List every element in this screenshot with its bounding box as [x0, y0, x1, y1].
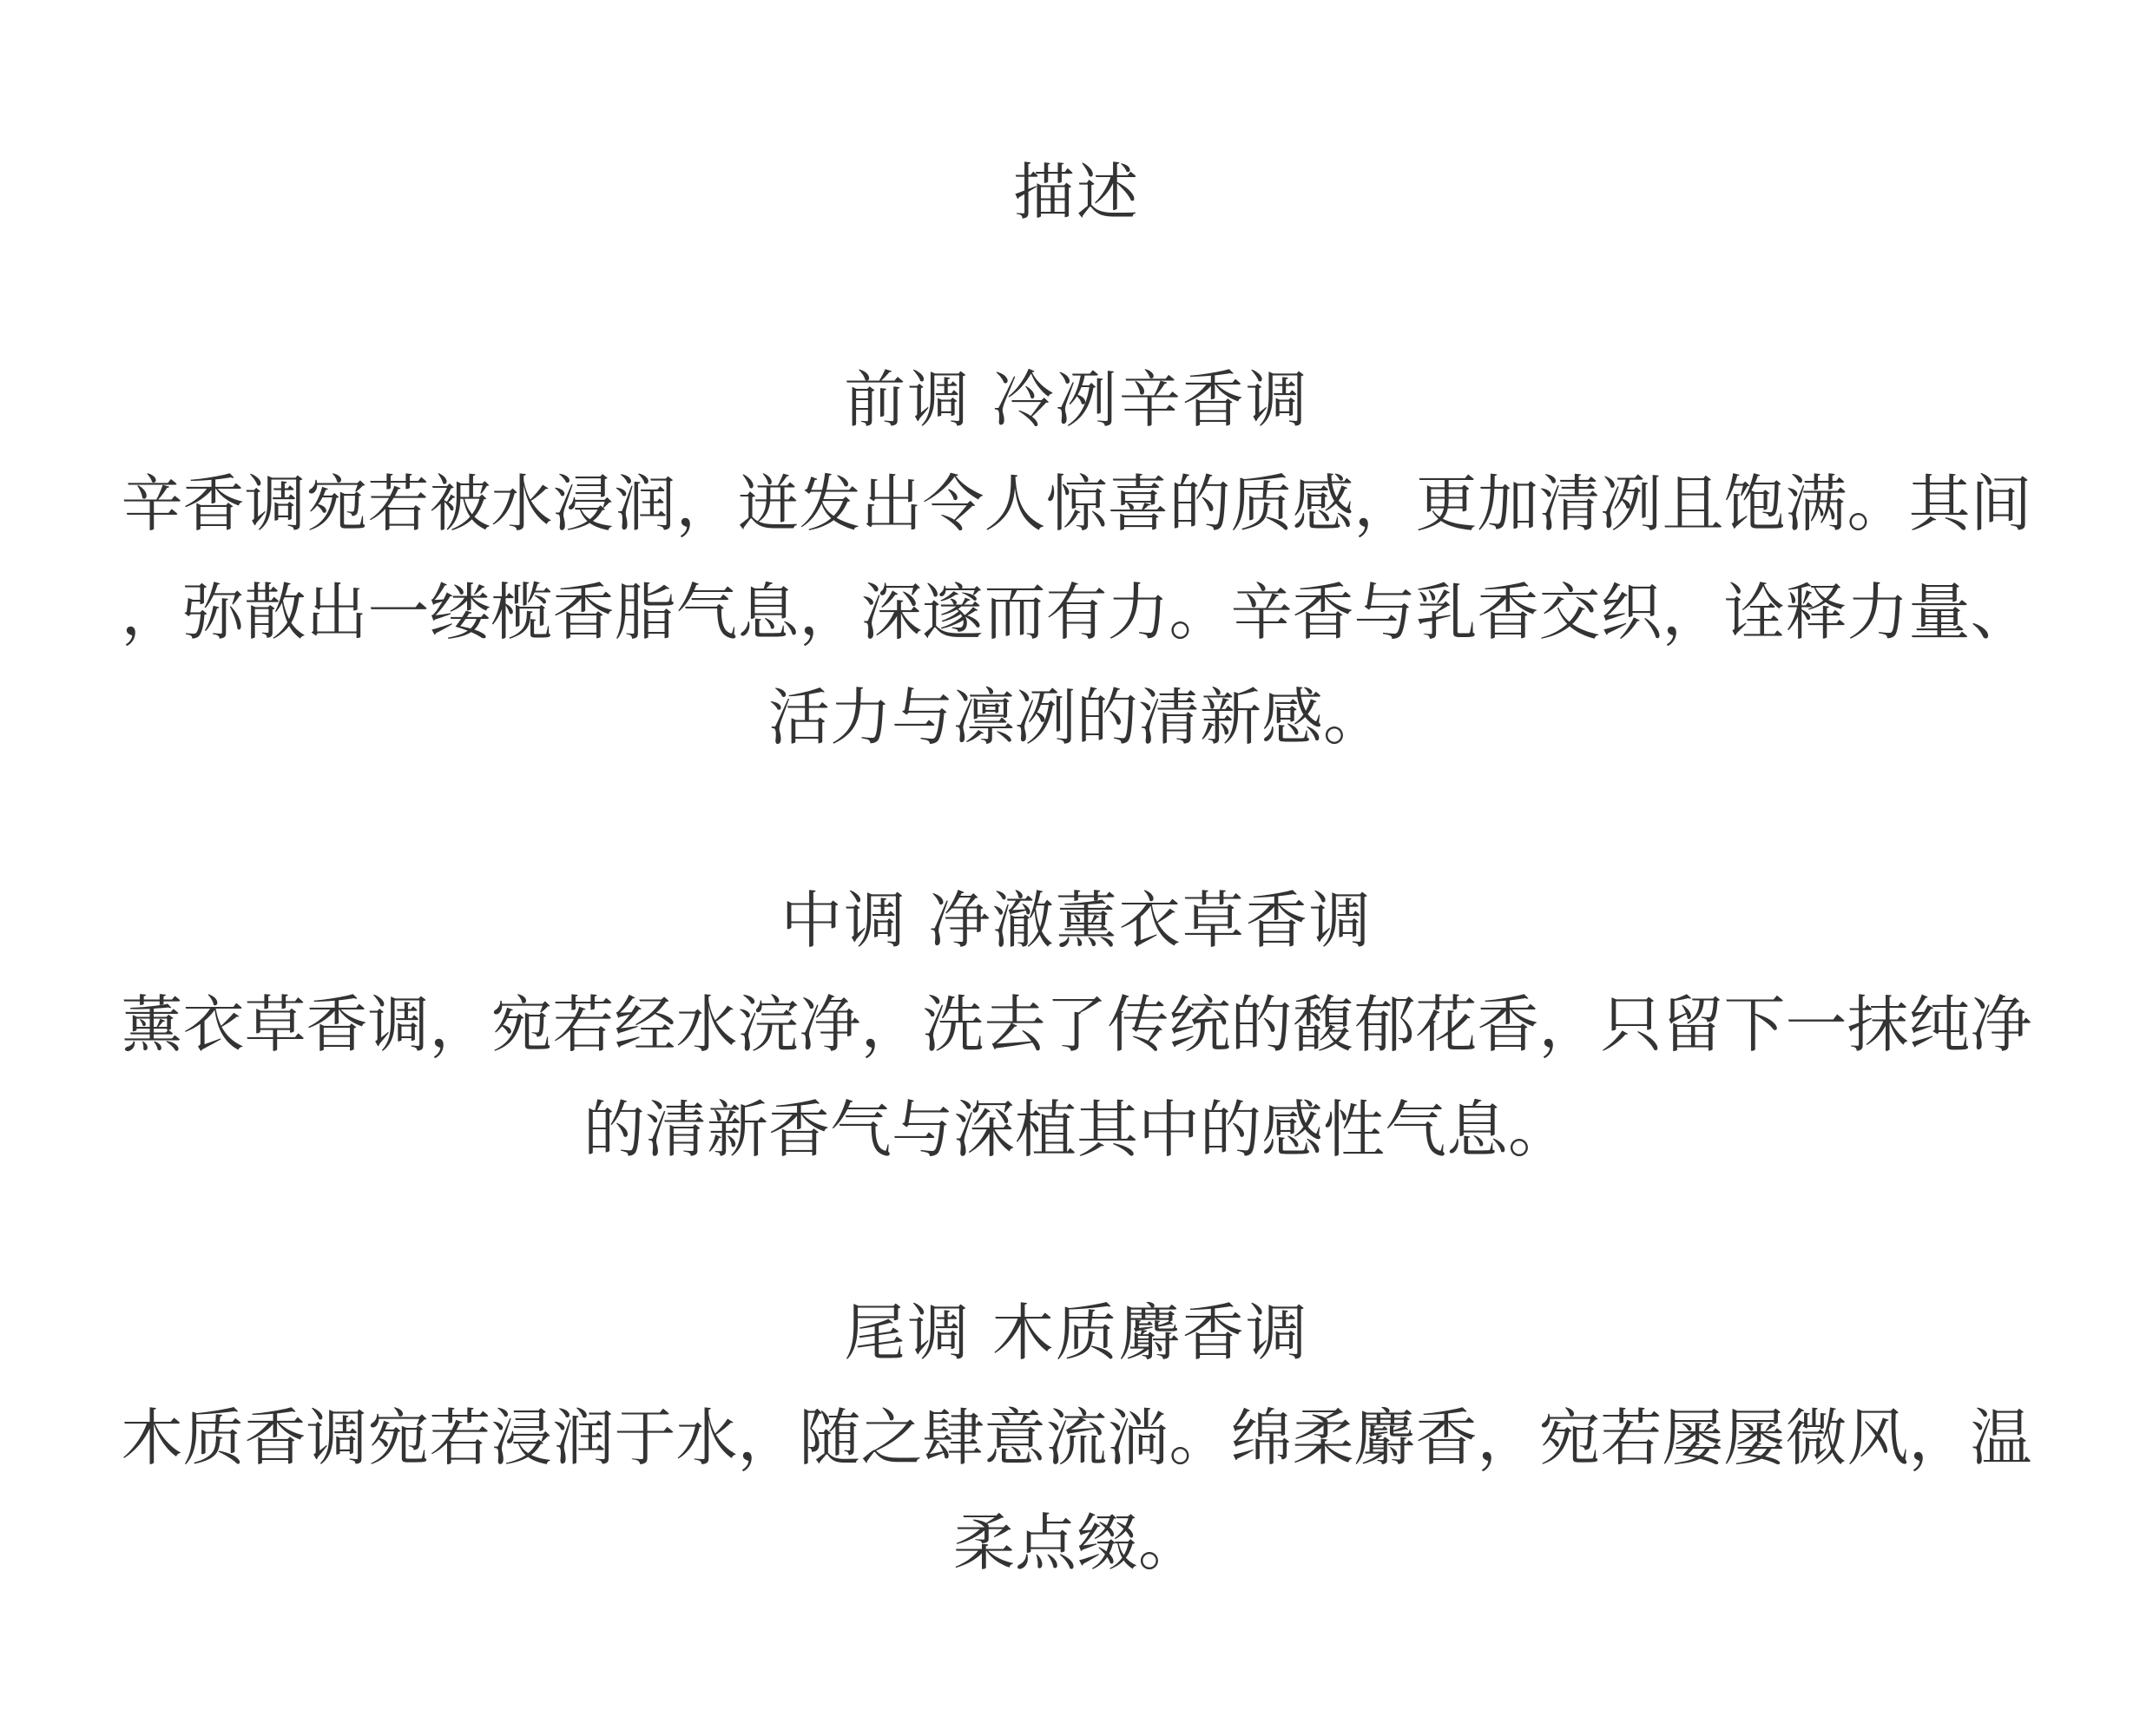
base-notes-text-line: 木质香调宛若浸润于水，随之肆意流淌。绵柔麝香，宛若屡屡微风，温: [121, 1402, 2032, 1474]
top-notes-text-line: 活力与凛冽的清新感。: [767, 681, 1385, 753]
middle-notes-text-line: 薰衣草香调，宛若经水浣净，洗去了传统的馥郁花香，只留下一抹纯净: [121, 989, 2032, 1061]
middle-notes-heading: 中调 净澈薰衣草香调: [780, 884, 1373, 957]
middle-notes-text-line: 的清新香气与深植其中的感性气息。: [583, 1094, 1570, 1166]
base-notes-text-line: 柔点缀。: [952, 1507, 1200, 1579]
top-notes-text-line: ，弥散出一缕榄香脂气息，深邃而有力。辛香与乳香交织，诠释力量、: [121, 576, 2032, 648]
base-notes-heading: 尾调 木质麝香调: [844, 1297, 1309, 1369]
page-title: 描述: [1012, 156, 1140, 228]
top-notes-text-line: 辛香调宛若被水浸润，迸发出令人惊喜的质感，更加清冽且饱满。其间: [121, 468, 2032, 540]
top-notes-heading: 前调 冷冽辛香调: [844, 364, 1309, 436]
